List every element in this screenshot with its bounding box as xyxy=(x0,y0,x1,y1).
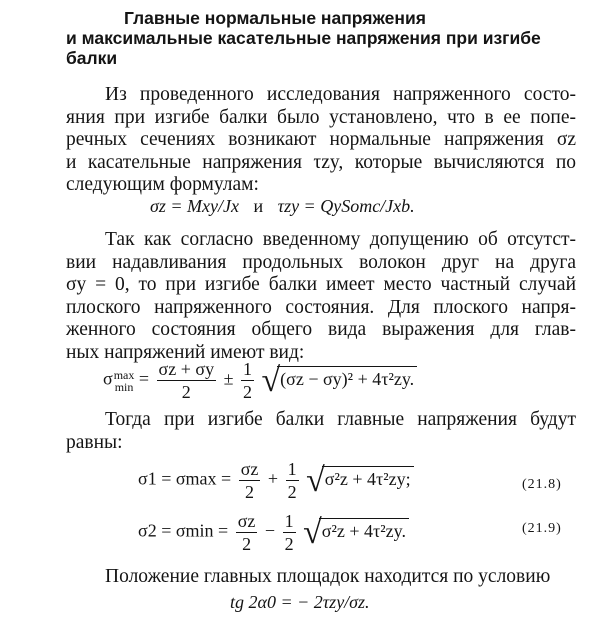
square-root xyxy=(306,462,414,500)
square-root xyxy=(261,362,417,400)
paragraph-2-line-3: σy = 0, то при изгибе балки имеет место частный случай xyxy=(66,274,576,295)
fraction-2-numerator: 1 xyxy=(242,359,252,379)
formula-sigma-2 xyxy=(138,510,409,555)
radical-sign: √ xyxy=(303,513,322,551)
formula-shear-stress: τzy = QySотс/Jxb. xyxy=(277,196,415,216)
paragraph-3-line-2: равны: xyxy=(66,431,123,453)
fraction-1-numerator: σz + σy xyxy=(158,359,215,379)
heading-line-3: балки xyxy=(66,48,118,68)
formula-2-max-min-subscript xyxy=(114,369,135,393)
radical-sign: √ xyxy=(306,461,325,499)
section-heading xyxy=(66,8,576,68)
paragraph-2-line-5: женного состояния общего вида выражения для глав- xyxy=(66,319,576,340)
paragraph-2 xyxy=(66,229,576,364)
equation-number-21-8: (21.8) xyxy=(522,477,562,492)
fraction-denominator: 2 xyxy=(242,534,252,554)
paragraph-2-line-4: плоского напряженного состояния. Для плоского напря- xyxy=(66,296,576,318)
fraction-denominator: 2 xyxy=(245,482,255,502)
square-root xyxy=(303,514,409,552)
formula-sigma-1 xyxy=(138,458,414,503)
fraction-numerator: σz xyxy=(237,511,256,531)
paragraph-1-line-3: речных сечениях возникают нормальные напряжения σz xyxy=(66,129,576,150)
paragraph-1 xyxy=(66,84,576,197)
subscript-max: max xyxy=(113,367,135,382)
paragraph-1-line-1: Из проведенного исследования напряженного состо- xyxy=(105,84,576,105)
formula-4-fraction-1 xyxy=(236,510,258,555)
formula-principal-planes: tg 2α0 = − 2τzy/σz. xyxy=(230,592,370,612)
paragraph-3-line-1: Тогда при изгибе балки главные напряжения будут xyxy=(105,409,576,430)
subscript-min: min xyxy=(114,379,134,394)
formula-3-fraction-2 xyxy=(286,458,299,503)
radicand: σ²z + 4τ²zy; xyxy=(322,466,414,490)
paragraph-2-line-6: ных напряжений имеют вид: xyxy=(66,341,305,363)
radicand: (σz − σy)² + 4τ²zy. xyxy=(277,366,417,390)
paragraph-1-line-4: и касательные напряжения τzy, которые вычисляются по xyxy=(66,151,576,173)
formula-4-lhs: σ2 = σmin = xyxy=(138,520,229,541)
paragraph-2-line-1: Так как согласно введенному допущению об отсутст- xyxy=(105,229,576,250)
formula-principal-stresses-general xyxy=(103,358,417,403)
paragraph-3 xyxy=(66,409,576,454)
formula-normal-stress: σz = Mxy/Jx xyxy=(150,196,239,216)
fraction-numerator: 1 xyxy=(284,511,294,531)
heading-line-2: и максимальные касательные напряжения при изгибе xyxy=(66,28,541,48)
operator-sign: + xyxy=(267,468,279,489)
equation-number-21-9: (21.9) xyxy=(522,521,562,536)
formula-2-fraction-1 xyxy=(157,358,217,403)
paragraph-4-line-1: Положение главных площадок находится по условию xyxy=(105,566,551,587)
paragraph-2-line-2: вии надавливания продольных волокон друг на друга xyxy=(66,251,576,273)
fraction-denominator: 2 xyxy=(287,482,297,502)
radicand: σ²z + 4τ²zy. xyxy=(319,518,409,542)
fraction-numerator: 1 xyxy=(287,459,297,479)
fraction-1-denominator: 2 xyxy=(181,382,191,402)
equals-sign: = xyxy=(138,368,150,389)
formula-2-lhs: σ xyxy=(103,368,113,389)
formula-3-fraction-1 xyxy=(239,458,261,503)
operator-sign: − xyxy=(264,520,276,541)
fraction-denominator: 2 xyxy=(284,534,294,554)
paragraph-1-line-2: яния при изгибе балки было установлено, что в ее попе- xyxy=(66,106,576,128)
radical-sign: √ xyxy=(261,361,281,399)
formula-2-fraction-2 xyxy=(241,358,254,403)
formula-conjunction: и xyxy=(253,196,264,216)
paragraph-4 xyxy=(66,566,576,589)
paragraph-1-line-5: следующим формулам: xyxy=(66,174,259,195)
formula-3-lhs: σ1 = σmax = xyxy=(138,468,232,489)
formula-4-fraction-2 xyxy=(283,510,296,555)
fraction-2-denominator: 2 xyxy=(242,382,252,402)
fraction-numerator: σz xyxy=(240,459,259,479)
heading-line-1: Главные нормальные напряжения xyxy=(124,8,426,28)
plus-minus-sign: ± xyxy=(223,368,234,389)
formula-stress-definitions xyxy=(150,196,415,217)
